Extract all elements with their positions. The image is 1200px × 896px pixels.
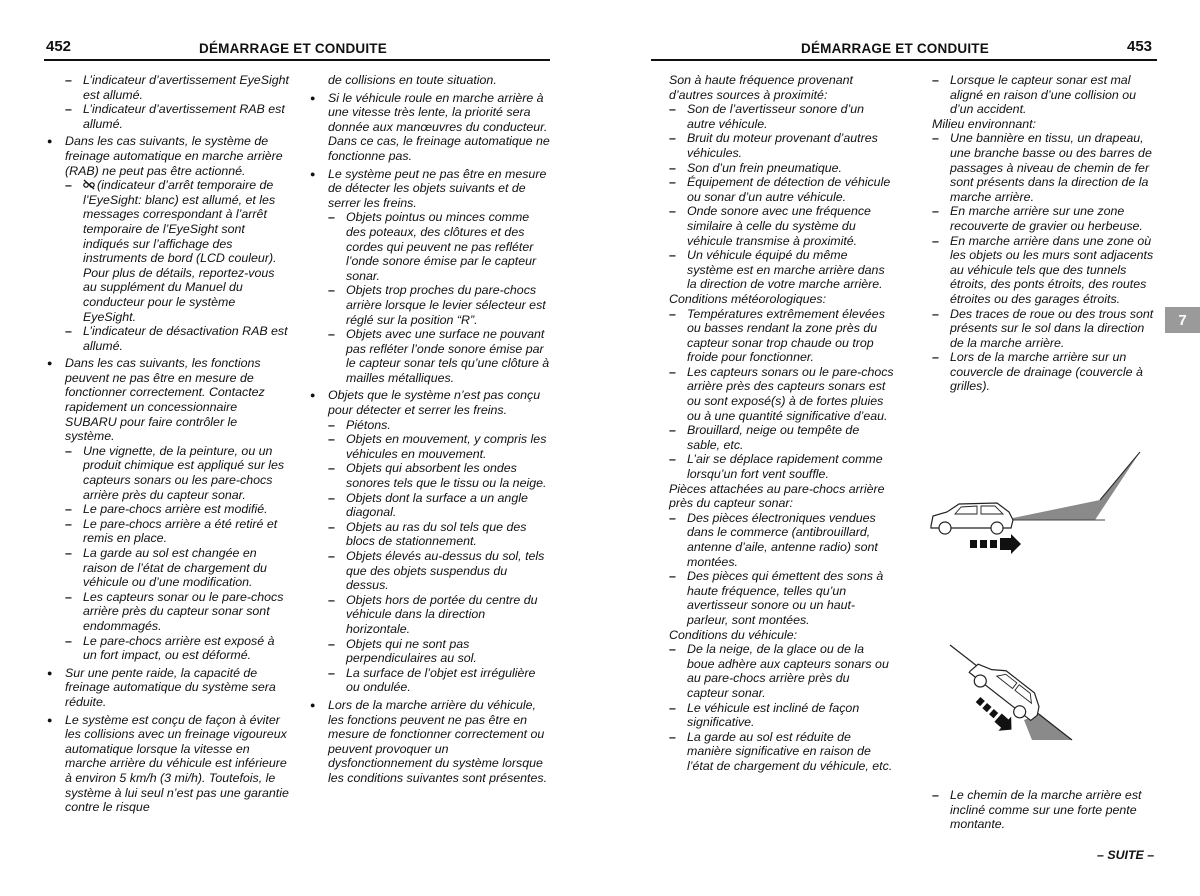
- list-item: – Lors de la marche arrière sur un couvercle de drainage (couvercle à grilles).: [932, 350, 1158, 394]
- bullet-text: ● Dans les cas suivants, les fonctions peuvent ne pas être en mesure de fonctionner correctement. Contactez rapidement un concessionnaire SUBARU pour faire contrôler le système.: [65, 356, 265, 444]
- right-page-number: 453: [1127, 38, 1153, 55]
- list-item: – L’air se déplace rapidement comme lorsqu’un fort vent souffle.: [669, 452, 894, 481]
- bullet-item: [47, 356, 289, 662]
- left-column-2: [310, 73, 551, 789]
- left-header-rule: [44, 59, 550, 61]
- list-item-text: (indicateur d’arrêt temporaire de l’EyeSight: blanc) est allumé, et les messages correspondant à l’arrêt temporaire de l’EyeSight sont indiqués sur l’affichage des instruments de bord (LCD couleur). Pour plus de détails, reportez-vous au supplément du Manuel du conducteur pour le système EyeSight.: [83, 178, 277, 324]
- list-item: – Des pièces qui émettent des sons à haute fréquence, telles qu’un avertisseur sonore ou un haut-parleur, sont montées.: [669, 569, 894, 627]
- bullet-item: [310, 167, 551, 386]
- section-heading: Milieu environnant:: [932, 116, 1037, 131]
- list-item: – Le pare-chocs arrière est modifié.: [65, 502, 289, 517]
- bullet-item: [47, 134, 289, 353]
- list-item: – Objets hors de portée du centre du véhicule dans la direction horizontale.: [328, 593, 551, 637]
- bullet-item: ● Le système est conçu de façon à éviter les collisions avec un freinage vigoureux automatique lorsque la vitesse en marche arrière du véhicule est inférieure à environ 5 km/h (3 mi/h). Toutefois, le système à lui seul n’est pas une garantie contre le risque: [47, 713, 289, 815]
- bullet-item: ● Si le véhicule roule en marche arrière à une vitesse très lente, la priorité sera donnée aux manœuvres du conducteur. Dans ce cas, le freinage automatique ne fonctionne pas.: [310, 91, 551, 164]
- chapter-tab: 7: [1165, 307, 1200, 333]
- bullet-text: ● Le système peut ne pas être en mesure de détecter les objets suivants et de serrer les freins.: [328, 166, 547, 210]
- list-item: – Objets dont la surface a un angle diagonal.: [328, 491, 551, 520]
- bullet-text: ● Dans les cas suivants, le système de freinage automatique en marche arrière (RAB) ne peut pas être actionné.: [65, 134, 283, 178]
- list-item: – En marche arrière dans une zone où les objets ou les murs sont adjacents au véhicule tels que des tunnels étroits, des ponts étroits, des routes étroites ou des garages étroits.: [932, 234, 1158, 307]
- list-item: – Un véhicule équipé du même système est en marche arrière dans la direction de votre marche arrière.: [669, 248, 894, 292]
- list-item: – Objets élevés au-dessus du sol, tels que des objets suspendus du dessus.: [328, 549, 551, 593]
- continued-text: de collisions en toute situation.: [328, 73, 497, 87]
- list-item: – L’indicateur d’avertissement EyeSight est allumé.: [65, 73, 289, 102]
- list-item: – Une vignette, de la peinture, ou un produit chimique est appliqué sur les capteurs sonars ou les pare-chocs arrière près du capteur sonar.: [65, 444, 289, 502]
- right-column-1: [669, 73, 894, 774]
- list-item: – Le pare-chocs arrière a été retiré et remis en place.: [65, 517, 289, 546]
- sonar-zone: [1013, 452, 1140, 520]
- list-item: – Objets pointus ou minces comme des poteaux, des clôtures et des cordes qui peuvent ne pas refléter l’onde sonore émise par le capteur sonar.: [328, 210, 551, 283]
- section-heading: Conditions du véhicule:: [669, 627, 798, 642]
- section-intro: Son à haute fréquence provenant d’autres sources à proximité:: [669, 73, 853, 102]
- bullet-text: ● Objets que le système n’est pas conçu pour détecter et serrer les freins.: [328, 388, 541, 418]
- list-item: – Piétons.: [328, 418, 551, 433]
- list-item: – Objets avec une surface ne pouvant pas refléter l’onde sonore émise par le capteur sonar tels qu’une clôture à mailles métalliques.: [328, 327, 551, 385]
- list-item: – Le pare-chocs arrière est exposé à un fort impact, ou est déformé.: [65, 634, 289, 663]
- left-page-number: 452: [46, 38, 72, 55]
- list-item: – Températures extrêmement élevées ou basses rendant la zone près du capteur sonar trop chaude ou trop froide pour fonctionner.: [669, 307, 894, 365]
- right-page-title: DÉMARRAGE ET CONDUITE: [801, 41, 989, 56]
- bullet-item: ● Lors de la marche arrière du véhicule, les fonctions peuvent ne pas être en mesure de fonctionner correctement ou peuvent provoquer un dysfonctionnement du système lorsque les conditions suivantes sont présentes.: [310, 698, 551, 786]
- list-item: – Lorsque le capteur sonar est mal aligné en raison d’une collision ou d’un accident.: [932, 73, 1158, 117]
- list-item: – Les capteurs sonars ou le pare-chocs arrière près des capteurs sonars est ou sont exposé(s) à de fortes pluies ou à une quantité significative d’eau.: [669, 365, 894, 423]
- car-side-icon: [931, 503, 1013, 534]
- list-item: – Équipement de détection de véhicule ou sonar d’un autre véhicule.: [669, 175, 894, 204]
- continued-marker: – SUITE –: [1097, 848, 1155, 862]
- section-heading: Conditions météorologiques:: [669, 291, 827, 306]
- slope-illustration: [940, 640, 1080, 750]
- list-item: – Objets trop proches du pare-chocs arrière lorsque le levier sélecteur est réglé sur la position “R”.: [328, 283, 551, 327]
- list-item: – Une bannière en tissu, un drapeau, une branche basse ou des barres de passages à niveau de chemin de fer sont présents dans la direction de la marche arrière.: [932, 131, 1158, 204]
- rear-sonar-illustration: [925, 448, 1150, 558]
- list-item: – Bruit du moteur provenant d’autres véhicules.: [669, 131, 894, 160]
- right-header-rule: [651, 59, 1157, 61]
- right-column-2: [932, 73, 1158, 394]
- list-item: – Son d’un frein pneumatique.: [669, 161, 894, 176]
- list-item: – Son de l’avertisseur sonore d’un autre véhicule.: [669, 102, 894, 131]
- list-item: – Objets qui ne sont pas perpendiculaires au sol.: [328, 637, 551, 666]
- bullet-item: ● Sur une pente raide, la capacité de freinage automatique du système sera réduite.: [47, 666, 289, 710]
- list-item: – Brouillard, neige ou tempête de sable, etc.: [669, 423, 894, 452]
- list-item: – Des traces de roue ou des trous sont présents sur le sol dans la direction de la marche arrière.: [932, 307, 1158, 351]
- section-heading: Pièces attachées au pare-chocs arrière près du capteur sonar:: [669, 481, 885, 511]
- list-item: – L’indicateur d’avertissement RAB est allumé.: [65, 102, 289, 131]
- list-item: – La garde au sol est changée en raison de l’état de chargement du véhicule ou d’une modification.: [65, 546, 289, 590]
- list-item: – Onde sonore avec une fréquence similaire à celle du système du véhicule transmise à proximité.: [669, 204, 894, 248]
- list-item: – La surface de l’objet est irrégulière ou ondulée.: [328, 666, 551, 695]
- left-page-title: DÉMARRAGE ET CONDUITE: [199, 41, 387, 56]
- list-item: – Objets qui absorbent les ondes sonores tels que le tissu ou la neige.: [328, 461, 551, 490]
- eyesight-off-icon: [83, 179, 95, 190]
- list-item: – En marche arrière sur une zone recouverte de gravier ou herbeuse.: [932, 204, 1158, 233]
- list-item: [65, 178, 289, 324]
- bullet-item: [310, 388, 551, 694]
- list-item: – L’indicateur de désactivation RAB est allumé.: [65, 324, 289, 353]
- right-column-2-bottom: [932, 788, 1158, 832]
- reverse-direction-arrow-icon: [970, 534, 1021, 554]
- list-item: – Objets en mouvement, y compris les véhicules en mouvement.: [328, 432, 551, 461]
- list-item: – Objets au ras du sol tels que des blocs de stationnement.: [328, 520, 551, 549]
- list-item: – De la neige, de la glace ou de la boue adhère aux capteurs sonars ou au pare-chocs arrière près du capteur sonar.: [669, 642, 894, 700]
- list-item: – Le véhicule est incliné de façon significative.: [669, 701, 894, 730]
- list-item: – Les capteurs sonar ou le pare-chocs arrière près du capteur sonar sont endommagés.: [65, 590, 289, 634]
- list-item: – Des pièces électroniques vendues dans le commerce (antibrouillard, antenne d’aile, antenne radio) sont montées.: [669, 511, 894, 569]
- left-column-1: [47, 73, 289, 818]
- car-on-slope-icon: [966, 653, 1048, 726]
- list-item: – Le chemin de la marche arrière est incliné comme sur une forte pente montante.: [932, 788, 1158, 832]
- list-item: – La garde au sol est réduite de manière significative en raison de l’état de chargement du véhicule, etc.: [669, 730, 894, 774]
